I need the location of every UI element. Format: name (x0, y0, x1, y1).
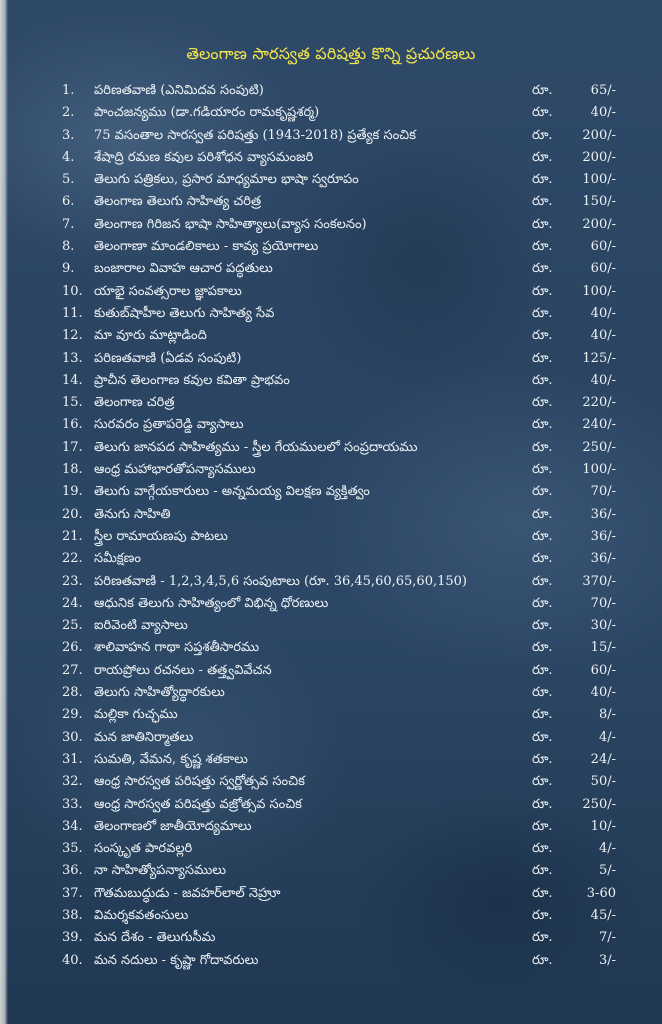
item-price: 4/- (598, 841, 616, 857)
list-item (0, 727, 662, 749)
item-title: పరిణతవాణి (ఎనిమిదవ సంపుటి) (94, 83, 264, 98)
item-number: 9. (62, 261, 75, 277)
currency-label: రూ. (532, 707, 553, 723)
item-price: 40/- (590, 685, 616, 701)
currency-label: రూ. (532, 328, 553, 344)
item-title: తెలంగాణ గిరిజన భాషా సాహిత్యాలు(వ్యాస సంకలనం) (94, 216, 367, 232)
item-price: 36/- (590, 528, 616, 544)
list-item (0, 682, 662, 704)
currency-label: రూ. (532, 952, 553, 968)
item-number: 5. (62, 172, 75, 188)
currency-label: రూ. (532, 149, 553, 165)
currency-label: రూ. (532, 417, 553, 433)
item-price: 5/- (598, 863, 616, 879)
item-title: ఆంధ్ర మహాభారతోపన్యాసములు (94, 462, 256, 478)
list-item (0, 325, 662, 347)
item-number: 37. (62, 885, 83, 901)
currency-label: రూ. (532, 261, 553, 277)
item-number: 31. (62, 751, 83, 767)
item-number: 39. (62, 930, 83, 946)
currency-label: రూ. (532, 105, 553, 121)
item-price: 60/- (590, 239, 616, 255)
item-number: 32. (62, 774, 83, 790)
item-number: 40. (62, 952, 83, 968)
list-item (0, 660, 662, 682)
item-title: రాయప్రోలు రచనలు - తత్త్వవివేచన (94, 662, 272, 678)
currency-label: రూ. (532, 573, 553, 589)
currency-label: రూ. (532, 618, 553, 634)
currency-label: రూ. (532, 729, 553, 745)
item-title: యాభై సంవత్సరాల జ్ఞాపకాలు (94, 283, 242, 299)
currency-label: రూ. (532, 595, 553, 611)
item-title: తెలుగు పత్రికలు, ప్రసార మాధ్యమాల భాషా స్వరూపం (94, 172, 359, 188)
list-item (0, 214, 662, 236)
item-price: 200/- (582, 127, 616, 143)
item-title: తెనుగు సాహితి (94, 506, 171, 522)
item-title: తెలంగాణలో జాతీయోద్యమాలు (94, 818, 252, 834)
item-price: 250/- (582, 439, 616, 455)
page-title: తెలంగాణ సారస్వత పరిషత్తు కొన్ని ప్రచురణలు (186, 44, 476, 63)
currency-label: రూ. (532, 796, 553, 812)
currency-label: రూ. (532, 885, 553, 901)
list-item (0, 191, 662, 213)
item-number: 16. (62, 417, 83, 433)
item-number: 25. (62, 618, 83, 634)
list-item (0, 370, 662, 392)
item-title: ప్రాచీన తెలంగాణ కవుల కవితా ప్రాభవం (94, 372, 290, 388)
item-number: 7. (62, 216, 75, 232)
list-item (0, 794, 662, 816)
item-price: 50/- (590, 774, 616, 790)
list-item (0, 125, 662, 147)
list-item (0, 771, 662, 793)
list-item (0, 860, 662, 882)
item-price: 70/- (590, 595, 616, 611)
item-title: గౌతమబుద్ధుడు - జవహర్‌లాల్ నెహ్రూ (94, 885, 281, 901)
item-title: సురవరం ప్రతాపరెడ్డి వ్యాసాలు (94, 417, 244, 433)
item-price: 240/- (582, 417, 616, 433)
list-item (0, 548, 662, 570)
item-number: 20. (62, 506, 83, 522)
currency-label: రూ. (532, 462, 553, 478)
item-price: 3-60 (586, 885, 616, 901)
item-number: 38. (62, 907, 83, 923)
item-price: 7/- (598, 930, 616, 946)
item-title: తెలంగాణ చరిత్ర (94, 395, 175, 411)
list-item (0, 504, 662, 526)
currency-label: రూ. (532, 372, 553, 388)
item-title: విమర్శకవతంసులు (94, 907, 189, 923)
item-title: 75 వసంతాల సారస్వత పరిషత్తు (1943-2018) ప్రత్యేక సంచిక (94, 127, 416, 143)
item-number: 34. (62, 818, 83, 834)
item-title: నా సాహిత్యోపన్యాసములు (94, 863, 226, 879)
item-title: మా వూరు మాట్లాడింది (94, 328, 207, 344)
currency-label: రూ. (532, 930, 553, 946)
item-price: 36/- (590, 506, 616, 522)
item-price: 370/- (582, 573, 616, 589)
currency-label: రూ. (532, 484, 553, 500)
item-title: సంస్కృత పారవల్లరి (94, 841, 193, 857)
currency-label: రూ. (532, 127, 553, 143)
item-price: 30/- (590, 618, 616, 634)
currency-label: రూ. (532, 640, 553, 656)
currency-label: రూ. (532, 551, 553, 567)
currency-label: రూ. (532, 239, 553, 255)
item-title: తెలంగాణ తెలుగు సాహిత్య చరిత్ర (94, 194, 262, 210)
item-title: స్త్రీల రామాయణపు పాటలు (94, 528, 228, 544)
list-item (0, 615, 662, 637)
item-title: ఆధునిక తెలుగు సాహిత్యంలో విభిన్న ధోరణులు (94, 595, 329, 611)
item-price: 8/- (598, 707, 616, 723)
publication-list (0, 80, 662, 972)
item-number: 17. (62, 439, 83, 455)
item-price: 250/- (582, 796, 616, 812)
item-number: 15. (62, 395, 83, 411)
currency-label: రూ. (532, 841, 553, 857)
item-number: 28. (62, 685, 83, 701)
list-item (0, 459, 662, 481)
list-item (0, 950, 662, 972)
list-item (0, 905, 662, 927)
item-price: 36/- (590, 551, 616, 567)
item-number: 22. (62, 551, 83, 567)
item-number: 35. (62, 841, 83, 857)
list-item (0, 526, 662, 548)
currency-label: రూ. (532, 194, 553, 210)
item-title: మన జాతినిర్మాతలు (94, 729, 194, 745)
item-number: 10. (62, 283, 83, 299)
list-item (0, 80, 662, 102)
item-title: ఐరివెంటి వ్యాసాలు (94, 618, 188, 634)
item-title: ఆంధ్ర సారస్వత పరిషత్తు స్వర్ణోత్సవ సంచిక (94, 774, 305, 790)
item-number: 12. (62, 328, 83, 344)
list-item (0, 258, 662, 280)
item-title: తెలుగు జానపద సాహిత్యము - స్త్రీల గేయములలో సంప్రదాయము (94, 439, 418, 455)
item-number: 13. (62, 350, 83, 366)
currency-label: రూ. (532, 751, 553, 767)
item-price: 40/- (590, 305, 616, 321)
list-item (0, 303, 662, 325)
list-item (0, 392, 662, 414)
item-title: కుతుబ్‌షాహీల తెలుగు సాహిత్య సేవ (94, 305, 275, 321)
currency-label: రూ. (532, 685, 553, 701)
list-item (0, 102, 662, 124)
item-title: పరిణతవాణి (ఏడవ సంపుటి) (94, 350, 242, 366)
list-item (0, 593, 662, 615)
item-price: 100/- (582, 462, 616, 478)
item-number: 4. (62, 149, 75, 165)
list-item (0, 749, 662, 771)
item-price: 220/- (582, 395, 616, 411)
item-price: 100/- (582, 283, 616, 299)
item-number: 27. (62, 662, 83, 678)
list-item (0, 348, 662, 370)
item-number: 33. (62, 796, 83, 812)
list-item (0, 704, 662, 726)
item-price: 10/- (590, 818, 616, 834)
item-number: 24. (62, 595, 83, 611)
item-price: 70/- (590, 484, 616, 500)
item-number: 29. (62, 707, 83, 723)
item-title: తెలుగు సాహిత్యోద్ధారకులు (94, 685, 225, 701)
currency-label: రూ. (532, 907, 553, 923)
currency-label: రూ. (532, 662, 553, 678)
item-number: 3. (62, 127, 75, 143)
item-title: మల్లికా గుచ్ఛము (94, 707, 178, 723)
item-price: 40/- (590, 105, 616, 121)
currency-label: రూ. (532, 506, 553, 522)
item-number: 1. (62, 83, 75, 98)
list-item (0, 414, 662, 436)
list-item (0, 236, 662, 258)
item-title: శేషాద్రి రమణ కవుల పరిశోధన వ్యాసమంజరి (94, 149, 314, 165)
item-number: 2. (62, 105, 75, 121)
item-number: 23. (62, 573, 83, 589)
list-item (0, 816, 662, 838)
item-title: బంజారాల వివాహ ఆచార పద్ధతులు (94, 261, 273, 277)
list-item (0, 883, 662, 905)
item-title: పాంచజన్యము (డా.గడియారం రామకృష్ణశర్మ) (94, 105, 320, 121)
list-item (0, 927, 662, 949)
currency-label: రూ. (532, 172, 553, 188)
item-price: 60/- (590, 662, 616, 678)
item-price: 3/- (598, 952, 616, 968)
list-item (0, 481, 662, 503)
currency-label: రూ. (532, 395, 553, 411)
item-title: పరిణతవాణి - 1,2,3,4,5,6 సంపుటాలు (రూ. 36,45,60,65,60,150) (94, 573, 467, 589)
item-number: 8. (62, 239, 75, 255)
item-title: తెలుగు వాగ్గేయకారులు - అన్నమయ్య విలక్షణ వ్యక్తిత్వం (94, 484, 370, 500)
currency-label: రూ. (532, 283, 553, 299)
list-item (0, 147, 662, 169)
list-item (0, 281, 662, 303)
item-number: 26. (62, 640, 83, 656)
list-item (0, 838, 662, 860)
item-price: 150/- (582, 194, 616, 210)
item-price: 40/- (590, 372, 616, 388)
item-number: 6. (62, 194, 75, 210)
item-number: 14. (62, 372, 83, 388)
item-title: తెలంగాణా మాండలికాలు - కావ్య ప్రయోగాలు (94, 239, 319, 255)
currency-label: రూ. (532, 305, 553, 321)
list-item (0, 437, 662, 459)
currency-label: రూ. (532, 83, 553, 98)
item-title: మన నదులు - కృష్ణా గోదావరులు (94, 952, 259, 968)
item-price: 24/- (590, 751, 616, 767)
item-price: 45/- (590, 907, 616, 923)
item-title: మన దేశం - తెలుగుసీమ (94, 930, 216, 946)
item-title: సమీక్షణం (94, 551, 141, 567)
item-title: ఆంధ్ర సారస్వత పరిషత్తు వజ్రోత్సవ సంచిక (94, 796, 302, 812)
item-price: 200/- (582, 149, 616, 165)
currency-label: రూ. (532, 216, 553, 232)
currency-label: రూ. (532, 528, 553, 544)
item-number: 11. (62, 305, 83, 321)
currency-label: రూ. (532, 863, 553, 879)
item-price: 100/- (582, 172, 616, 188)
item-number: 36. (62, 863, 83, 879)
item-number: 19. (62, 484, 83, 500)
currency-label: రూ. (532, 439, 553, 455)
item-price: 200/- (582, 216, 616, 232)
list-item (0, 637, 662, 659)
item-number: 18. (62, 462, 83, 478)
currency-label: రూ. (532, 350, 553, 366)
item-price: 125/- (582, 350, 616, 366)
item-price: 60/- (590, 261, 616, 277)
item-number: 30. (62, 729, 83, 745)
item-title: శాలివాహన గాథా సప్తశతీసారము (94, 640, 260, 656)
currency-label: రూ. (532, 818, 553, 834)
item-price: 15/- (590, 640, 616, 656)
item-title: సుమతి, వేమన, కృష్ణ శతకాలు (94, 751, 248, 767)
list-item (0, 169, 662, 191)
item-price: 4/- (598, 729, 616, 745)
item-price: 40/- (590, 328, 616, 344)
currency-label: రూ. (532, 774, 553, 790)
item-price: 65/- (590, 83, 616, 98)
item-number: 21. (62, 528, 83, 544)
list-item (0, 571, 662, 593)
